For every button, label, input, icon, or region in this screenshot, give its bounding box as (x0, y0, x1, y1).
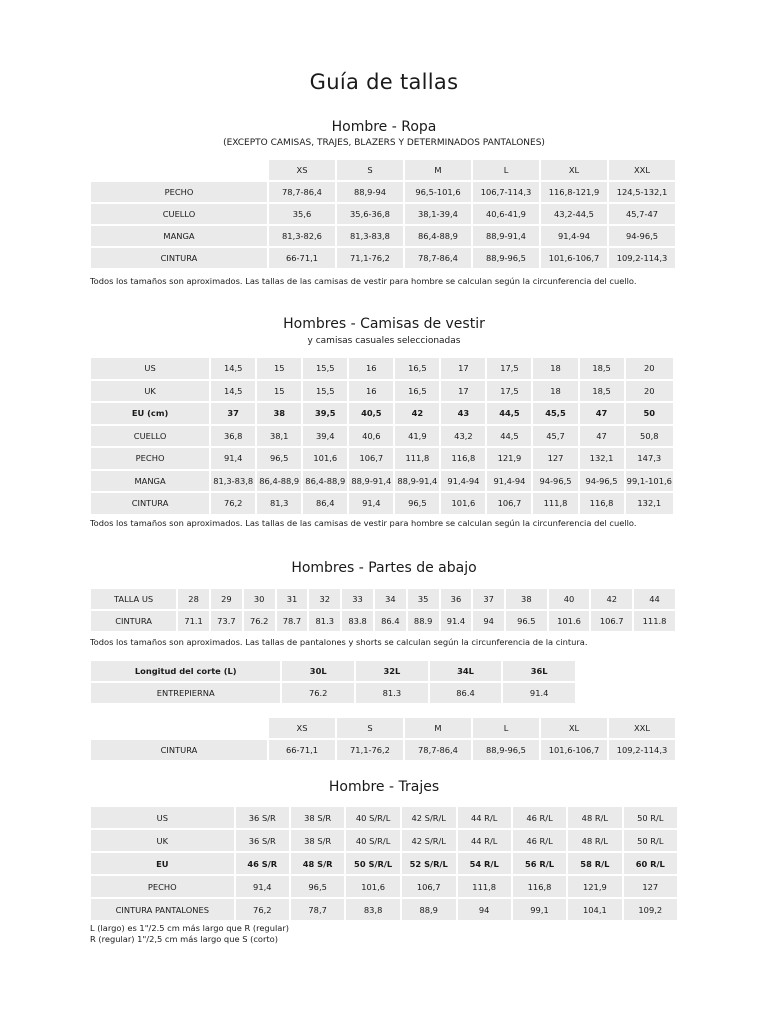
ropa-cell: 86,4-88,9 (405, 226, 471, 246)
trajes-cell: 38 S/R (291, 807, 344, 828)
abajo-cell: 86.4 (375, 611, 406, 631)
table-row (91, 740, 675, 760)
camisas-cell: 111,8 (395, 448, 439, 469)
camisas-cell: 43,2 (441, 426, 485, 447)
largo-row-label: ENTREPIERNA (91, 683, 280, 703)
camisas-cell: 86,4 (303, 493, 347, 514)
camisas-cell: 42 (395, 403, 439, 424)
camisas-cell: 40,6 (349, 426, 393, 447)
ropa-row-label: MANGA (91, 226, 267, 246)
camisas-cell: 17 (441, 358, 485, 379)
section-subtitle-ropa: (EXCEPTO CAMISAS, TRAJES, BLAZERS Y DETERMINADOS PANTALONES) (223, 138, 545, 148)
abajo-cell: 37 (473, 589, 504, 609)
trajes-cell: 46 R/L (513, 830, 566, 851)
camisas-cell: 50,8 (626, 426, 673, 447)
cintura-header-cell: L (473, 718, 539, 738)
table-row (91, 204, 675, 224)
camisas-cell: 127 (533, 448, 577, 469)
abajo-cell: 76.2 (244, 611, 275, 631)
note-trajes-line-1: L (largo) es 1"/2.5 cm más largo que R (regular) (90, 923, 289, 933)
table-row (91, 611, 675, 631)
trajes-cell: 104,1 (568, 899, 621, 920)
table-row (91, 683, 575, 703)
camisas-cell: 111,8 (533, 493, 577, 514)
ropa-cell: 38,1-39,4 (405, 204, 471, 224)
camisas-cell: 106,7 (349, 448, 393, 469)
ropa-cell: 88,9-94 (337, 182, 403, 202)
trajes-cell: 83,8 (346, 899, 400, 920)
camisas-row-label: UK (91, 381, 209, 402)
camisas-cell: 96,5 (257, 448, 301, 469)
trajes-cell: 56 R/L (513, 853, 566, 874)
trajes-cell: 91,4 (236, 876, 289, 897)
cintura-row-label: CINTURA (91, 740, 267, 760)
camisas-cell: 18,5 (580, 358, 624, 379)
ropa-cell: 45,7-47 (609, 204, 675, 224)
note-trajes (90, 923, 680, 945)
trajes-cell: 40 S/R/L (346, 830, 400, 851)
abajo-cell: 31 (277, 589, 308, 609)
ropa-header-cell: S (337, 160, 403, 180)
cintura-header-cell: XL (541, 718, 607, 738)
camisas-cell: 39,5 (303, 403, 347, 424)
section-title-camisas: Hombres - Camisas de vestir (283, 316, 485, 332)
ropa-header-cell: XXL (609, 160, 675, 180)
largo-cell: 34L (430, 661, 502, 681)
trajes-cell: 44 R/L (458, 807, 511, 828)
section-title-ropa: Hombre - Ropa (331, 119, 437, 135)
trajes-cell: 127 (624, 876, 677, 897)
camisas-cell: 39,4 (303, 426, 347, 447)
trajes-cell: 109,2 (624, 899, 677, 920)
cintura-cell: 101,6-106,7 (541, 740, 607, 760)
trajes-cell: 48 S/R (291, 853, 344, 874)
note-trajes-line-2: R (regular) 1"/2,5 cm más largo que S (corto) (90, 934, 278, 944)
ropa-cell: 71,1-76,2 (337, 248, 403, 268)
trajes-cell: 88,9 (402, 899, 456, 920)
camisas-cell: 47 (580, 426, 624, 447)
camisas-cell: 20 (626, 381, 673, 402)
table-row (91, 493, 673, 514)
ropa-cell: 116,8-121,9 (541, 182, 607, 202)
cintura-header-cell: M (405, 718, 471, 738)
abajo-cell: 38 (506, 589, 547, 609)
abajo-cell: 91.4 (441, 611, 472, 631)
ropa-cell: 35,6-36,8 (337, 204, 403, 224)
camisas-cell: 40,5 (349, 403, 393, 424)
camisas-cell: 147,3 (626, 448, 673, 469)
camisas-cell: 18 (533, 381, 577, 402)
table-row (91, 358, 673, 379)
trajes-row-label: UK (91, 830, 234, 851)
cintura-header-cell: XXL (609, 718, 675, 738)
trajes-cell: 40 S/R/L (346, 807, 400, 828)
ropa-cell: 78,7-86,4 (269, 182, 335, 202)
ropa-cell: 124,5-132,1 (609, 182, 675, 202)
camisas-cell: 91,4-94 (441, 471, 485, 492)
camisas-cell: 94-96,5 (533, 471, 577, 492)
ropa-cell: 78,7-86,4 (405, 248, 471, 268)
abajo-cell: 111.8 (634, 611, 675, 631)
camisas-cell: 17,5 (487, 381, 531, 402)
trajes-cell: 78,7 (291, 899, 344, 920)
table-row (91, 471, 673, 492)
ropa-cell: 81,3-83,8 (337, 226, 403, 246)
table-row (91, 876, 677, 897)
camisas-cell: 91,4 (211, 448, 255, 469)
camisas-cell: 16,5 (395, 358, 439, 379)
table-row (91, 448, 673, 469)
cintura-cell: 88,9-96,5 (473, 740, 539, 760)
table-largo-corte (89, 659, 577, 705)
camisas-cell: 18,5 (580, 381, 624, 402)
table-row (91, 589, 675, 609)
trajes-cell: 50 R/L (624, 807, 677, 828)
abajo-cell: 71.1 (178, 611, 209, 631)
largo-cell: 32L (356, 661, 428, 681)
camisas-row-label: EU (cm) (91, 403, 209, 424)
ropa-cell: 88,9-91,4 (473, 226, 539, 246)
camisas-cell: 18 (533, 358, 577, 379)
abajo-cell: 94 (473, 611, 504, 631)
camisas-row-label: MANGA (91, 471, 209, 492)
camisas-cell: 15,5 (303, 381, 347, 402)
table-cintura (89, 716, 677, 762)
camisas-cell: 132,1 (626, 493, 673, 514)
table-row (91, 403, 673, 424)
camisas-cell: 15,5 (303, 358, 347, 379)
abajo-cell: 34 (375, 589, 406, 609)
ropa-cell: 88,9-96,5 (473, 248, 539, 268)
trajes-cell: 42 S/R/L (402, 830, 456, 851)
ropa-header-row (91, 160, 675, 180)
trajes-cell: 54 R/L (458, 853, 511, 874)
camisas-cell: 101,6 (303, 448, 347, 469)
trajes-cell: 99,1 (513, 899, 566, 920)
table-row (91, 853, 677, 874)
largo-cell: 81.3 (356, 683, 428, 703)
ropa-header-cell (91, 160, 267, 180)
camisas-cell: 81,3 (257, 493, 301, 514)
abajo-cell: 40 (549, 589, 590, 609)
table-row (91, 899, 677, 920)
camisas-cell: 38 (257, 403, 301, 424)
table-row (91, 426, 673, 447)
table-row (91, 381, 673, 402)
trajes-cell: 46 S/R (236, 853, 289, 874)
abajo-row-label: TALLA US (91, 589, 176, 609)
abajo-cell: 101.6 (549, 611, 590, 631)
camisas-cell: 43 (441, 403, 485, 424)
camisas-cell: 116,8 (580, 493, 624, 514)
camisas-cell: 88,9-91,4 (349, 471, 393, 492)
trajes-row-label: PECHO (91, 876, 234, 897)
trajes-cell: 48 R/L (568, 830, 621, 851)
camisas-cell: 94-96,5 (580, 471, 624, 492)
section-title-abajo: Hombres - Partes de abajo (291, 560, 477, 576)
table-ropa (89, 158, 677, 270)
cintura-header-cell (91, 718, 267, 738)
trajes-row-label: EU (91, 853, 234, 874)
ropa-cell: 91,4-94 (541, 226, 607, 246)
camisas-cell: 14,5 (211, 381, 255, 402)
trajes-cell: 50 R/L (624, 830, 677, 851)
largo-cell: 30L (282, 661, 354, 681)
ropa-header-cell: XL (541, 160, 607, 180)
ropa-header-cell: L (473, 160, 539, 180)
trajes-cell: 96,5 (291, 876, 344, 897)
abajo-cell: 81.3 (309, 611, 340, 631)
camisas-cell: 16 (349, 358, 393, 379)
note-abajo: Todos los tamaños son aproximados. Las tallas de pantalones y shorts se calculan según la circunferencia de la cintura. (90, 637, 588, 647)
camisas-cell: 101,6 (441, 493, 485, 514)
cintura-header-row (91, 718, 675, 738)
camisas-cell: 91,4 (349, 493, 393, 514)
cintura-cell: 66-71,1 (269, 740, 335, 760)
largo-cell: 76.2 (282, 683, 354, 703)
camisas-cell: 76,2 (211, 493, 255, 514)
abajo-cell: 96.5 (506, 611, 547, 631)
trajes-row-label: US (91, 807, 234, 828)
cintura-cell: 71,1-76,2 (337, 740, 403, 760)
camisas-cell: 17,5 (487, 358, 531, 379)
section-subtitle-camisas: y camisas casuales seleccionadas (307, 336, 461, 346)
camisas-cell: 132,1 (580, 448, 624, 469)
abajo-cell: 88.9 (408, 611, 439, 631)
trajes-cell: 121,9 (568, 876, 621, 897)
table-trajes (89, 805, 679, 922)
abajo-cell: 42 (591, 589, 632, 609)
trajes-cell: 94 (458, 899, 511, 920)
table-camisas (89, 356, 675, 516)
cintura-cell: 109,2-114,3 (609, 740, 675, 760)
ropa-cell: 35,6 (269, 204, 335, 224)
camisas-cell: 86,4-88,9 (303, 471, 347, 492)
camisas-cell: 47 (580, 403, 624, 424)
ropa-cell: 40,6-41,9 (473, 204, 539, 224)
ropa-header-cell: XS (269, 160, 335, 180)
abajo-cell: 28 (178, 589, 209, 609)
ropa-header-cell: M (405, 160, 471, 180)
trajes-row-label: CINTURA PANTALONES (91, 899, 234, 920)
largo-row-label: Longitud del corte (L) (91, 661, 280, 681)
trajes-cell: 44 R/L (458, 830, 511, 851)
largo-cell: 91.4 (503, 683, 575, 703)
table-row (91, 830, 677, 851)
camisas-cell: 15 (257, 381, 301, 402)
trajes-cell: 58 R/L (568, 853, 621, 874)
note-camisas: Todos los tamaños son aproximados. Las tallas de las camisas de vestir para hombre se calculan según la circunferencia del cuello. (90, 518, 637, 528)
camisas-row-label: CINTURA (91, 493, 209, 514)
camisas-cell: 44,5 (487, 426, 531, 447)
trajes-cell: 42 S/R/L (402, 807, 456, 828)
abajo-cell: 30 (244, 589, 275, 609)
table-row (91, 807, 677, 828)
abajo-cell: 32 (309, 589, 340, 609)
ropa-cell: 81,3-82,6 (269, 226, 335, 246)
cintura-cell: 78,7-86,4 (405, 740, 471, 760)
trajes-cell: 52 S/R/L (402, 853, 456, 874)
trajes-cell: 116,8 (513, 876, 566, 897)
trajes-cell: 48 R/L (568, 807, 621, 828)
abajo-cell: 106.7 (591, 611, 632, 631)
trajes-cell: 38 S/R (291, 830, 344, 851)
ropa-row-label: PECHO (91, 182, 267, 202)
camisas-cell: 96,5 (395, 493, 439, 514)
note-ropa: Todos los tamaños son aproximados. Las tallas de las camisas de vestir para hombre se calculan según la circunferencia del cuello. (90, 276, 637, 286)
camisas-cell: 81,3-83,8 (211, 471, 255, 492)
ropa-cell: 66-71,1 (269, 248, 335, 268)
trajes-cell: 111,8 (458, 876, 511, 897)
camisas-row-label: CUELLO (91, 426, 209, 447)
largo-cell: 86.4 (430, 683, 502, 703)
camisas-cell: 99,1-101,6 (626, 471, 673, 492)
ropa-row-label: CUELLO (91, 204, 267, 224)
abajo-cell: 33 (342, 589, 373, 609)
table-row (91, 661, 575, 681)
trajes-cell: 101,6 (346, 876, 400, 897)
camisas-cell: 17 (441, 381, 485, 402)
camisas-cell: 106,7 (487, 493, 531, 514)
camisas-cell: 20 (626, 358, 673, 379)
abajo-row-label: CINTURA (91, 611, 176, 631)
table-abajo (89, 587, 677, 633)
abajo-cell: 44 (634, 589, 675, 609)
ropa-row-label: CINTURA (91, 248, 267, 268)
camisas-cell: 36,8 (211, 426, 255, 447)
abajo-cell: 35 (408, 589, 439, 609)
camisas-cell: 86,4-88,9 (257, 471, 301, 492)
camisas-cell: 91,4-94 (487, 471, 531, 492)
ropa-cell: 101,6-106,7 (541, 248, 607, 268)
page-title: Guía de tallas (309, 70, 459, 94)
camisas-row-label: US (91, 358, 209, 379)
camisas-cell: 38,1 (257, 426, 301, 447)
camisas-cell: 16 (349, 381, 393, 402)
abajo-cell: 83.8 (342, 611, 373, 631)
trajes-cell: 50 S/R/L (346, 853, 400, 874)
camisas-cell: 116,8 (441, 448, 485, 469)
ropa-cell: 43,2-44,5 (541, 204, 607, 224)
largo-cell: 36L (503, 661, 575, 681)
camisas-cell: 44,5 (487, 403, 531, 424)
camisas-cell: 14,5 (211, 358, 255, 379)
camisas-cell: 121,9 (487, 448, 531, 469)
abajo-cell: 73.7 (211, 611, 242, 631)
trajes-cell: 60 R/L (624, 853, 677, 874)
camisas-cell: 88,9-91,4 (395, 471, 439, 492)
section-title-trajes: Hombre - Trajes (328, 779, 440, 795)
camisas-cell: 45,7 (533, 426, 577, 447)
abajo-cell: 78.7 (277, 611, 308, 631)
cintura-header-cell: S (337, 718, 403, 738)
ropa-cell: 106,7-114,3 (473, 182, 539, 202)
table-row (91, 226, 675, 246)
camisas-cell: 15 (257, 358, 301, 379)
trajes-cell: 36 S/R (236, 807, 289, 828)
camisas-row-label: PECHO (91, 448, 209, 469)
cintura-header-cell: XS (269, 718, 335, 738)
abajo-cell: 29 (211, 589, 242, 609)
ropa-cell: 96,5-101,6 (405, 182, 471, 202)
trajes-cell: 106,7 (402, 876, 456, 897)
camisas-cell: 50 (626, 403, 673, 424)
camisas-cell: 16,5 (395, 381, 439, 402)
camisas-cell: 37 (211, 403, 255, 424)
ropa-cell: 109,2-114,3 (609, 248, 675, 268)
table-row (91, 182, 675, 202)
trajes-cell: 36 S/R (236, 830, 289, 851)
camisas-cell: 45,5 (533, 403, 577, 424)
abajo-cell: 36 (441, 589, 472, 609)
table-row (91, 248, 675, 268)
trajes-cell: 46 R/L (513, 807, 566, 828)
camisas-cell: 41,9 (395, 426, 439, 447)
ropa-cell: 94-96,5 (609, 226, 675, 246)
trajes-cell: 76,2 (236, 899, 289, 920)
